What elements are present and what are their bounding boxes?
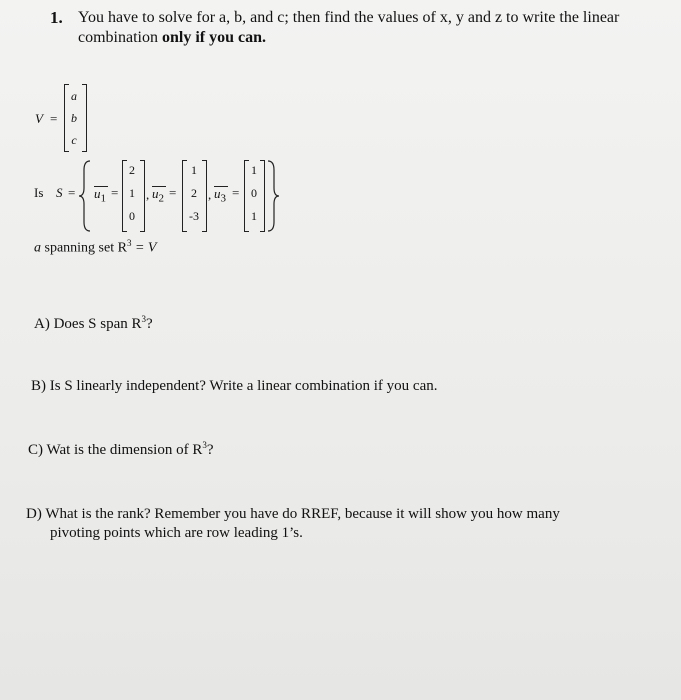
vector-u2-right-bracket (202, 160, 207, 232)
problem-line-2-plain: combination (78, 29, 162, 46)
vector-u2-equals: = (169, 185, 177, 200)
set-s-equals: = (68, 185, 76, 200)
set-left-brace (78, 160, 92, 232)
problem-number: 1. (50, 8, 63, 27)
vector-u2-entry: -3 (189, 209, 199, 223)
part-b: B) Is S linearly independent? Write a linear combination if you can. (31, 378, 438, 394)
part-a: A) Does S span $R^3$? (34, 314, 153, 332)
part-c: C) Wat is the dimension of $R^3$? (28, 440, 214, 458)
vector-u2-entry: 1 (191, 163, 197, 177)
vector-v-entry: c (71, 133, 77, 147)
vector-v-entry: a (71, 89, 77, 103)
separator: , (208, 187, 212, 202)
problem-line-2 (78, 29, 266, 47)
vector-u2-arrow (152, 186, 166, 187)
vector-v-label: V (35, 111, 43, 126)
vector-u3-label: $u_3$ (214, 186, 226, 205)
spanning-set-line: a spanning set $R^3 = V$ (34, 238, 157, 256)
set-s-prefix: Is (34, 185, 44, 200)
problem-line-2-bold: only if you can. (161, 29, 266, 46)
vector-u3-entry: 1 (251, 209, 257, 223)
vector-v-equals: = (50, 111, 58, 126)
set-s-name: S (56, 185, 63, 200)
vector-u1-arrow (94, 186, 108, 187)
vector-u1-entry: 2 (129, 163, 135, 177)
vector-u3-entry: 0 (251, 186, 257, 200)
vector-u3-arrow (214, 186, 228, 187)
vector-v-right-bracket (82, 84, 87, 152)
part-d-line-2: pivoting points which are row leading 1’s. (50, 525, 303, 541)
vector-v-entry: b (71, 111, 77, 125)
problem-line-1: You have to solve for a, b, and c; then find the values of x, y and z to write the linear (78, 9, 620, 26)
vector-u3-entry: 1 (251, 163, 257, 177)
vector-u1-entry: 0 (129, 209, 135, 223)
separator: , (146, 187, 150, 202)
vector-u1-equals: = (111, 185, 119, 200)
vector-u1-label: $u_1$ (94, 186, 106, 205)
vector-u2-entry: 2 (191, 186, 197, 200)
vector-u1-entry: 1 (129, 186, 135, 200)
vector-u1-right-bracket (140, 160, 145, 232)
set-right-brace (266, 160, 280, 232)
part-d-line-1: D) What is the rank? Remember you have do RREF, because it will show you how many (26, 506, 560, 522)
vector-u3-equals: = (232, 185, 240, 200)
vector-u2-label: $u_2$ (152, 186, 164, 205)
